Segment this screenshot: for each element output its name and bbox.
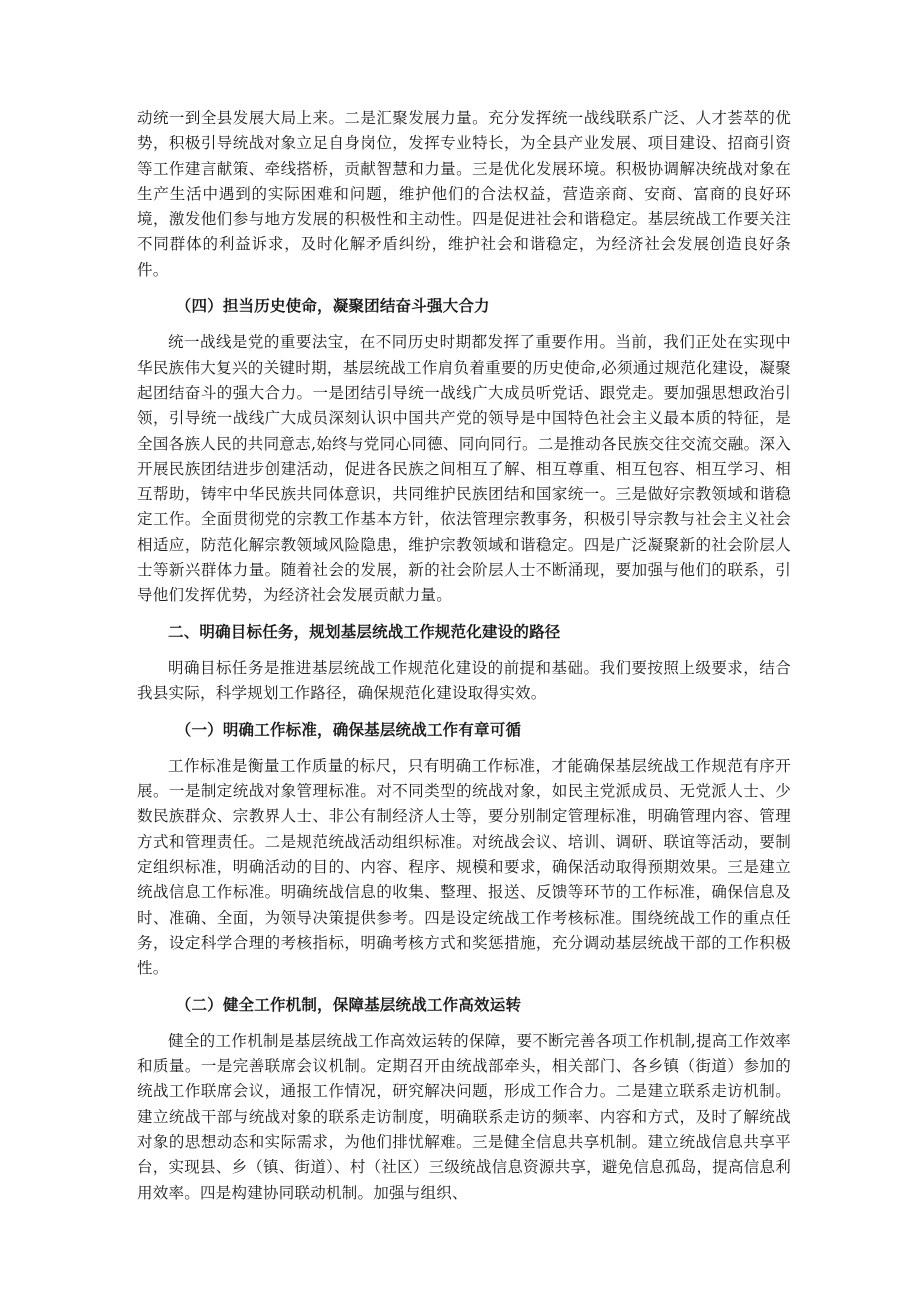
- paragraph-work-mechanisms: 健全的工作机制是基层统战工作高效运转的保障，要不断完善各项工作机制,提高工作效率和质量。一是完善联席会议机制。定期召开由统战部牵头，相关部门、各乡镇（街道）参加的统战工作联席会议，通报工作情况，研究解决问题，形成工作合力。二是建立联系走访机制。建立统战干部与统战对象的联系走访制度，明确联系走访的频率、内容和方式，及时了解统战对象的思想动态和实际需求，为他们排忧解难。三是健全信息共享机制。建立统战信息共享平台，实现县、乡（镇、街道）、村（社区）三级统战信息资源共享，避免信息孤岛，提高信息利用效率。四是构建协同联动机制。加强与组织、: [137, 1031, 791, 1202]
- paragraph-historical-mission: 统一战线是党的重要法宝，在不同历史时期都发挥了重要作用。当前，我们正处在实现中华民族伟大复兴的关键时期，基层统战工作肩负着重要的历史使命,必须通过规范化建设，凝聚起团结奋斗的强大合力。一是团结引导统一战线广大成员听党话、跟党走。要加强思想政治引领，引导统一战线广大成员深刻认识中国共产党的领导是中国特色社会主义最本质的特征，是全国各族人民的共同意志,始终与党同心同德、同向同行。二是推动各民族交往交流交融。深入开展民族团结进步创建活动，促进各民族之间相互了解、相互尊重、相互包容、相互学习、相互帮助，铸牢中华民族共同体意识，共同维护民族团结和国家统一。三是做好宗教领域和谐稳定工作。全面贯彻党的宗教工作基本方针，依法管理宗教事务，积极引导宗教与社会主义社会相适应，防范化解宗教领域风险隐患，维护宗教领域和谐稳定。四是广泛凝聚新的社会阶层人士等新兴群体力量。随着社会的发展，新的社会阶层人士不断涌现，要加强与他们的联系，引导他们发挥优势，为经济社会发展贡献力量。: [137, 333, 791, 605]
- chapter-heading-2: 二、明确目标任务，规划基层统战工作规范化建设的路径: [168, 622, 561, 641]
- paragraph-continuation: 动统一到全县发展大局上来。二是汇聚发展力量。充分发挥统一战线联系广泛、人才荟萃的优势，积极引导统战对象立足自身岗位，发挥专业特长，为全县产业发展、项目建设、招商引资等工作建言献策、牵线搭桥，贡献智慧和力量。三是优化发展环境。积极协调解决统战对象在生产生活中遇到的实际困难和问题，维护他们的合法权益，营造亲商、安商、富商的良好环境，激发他们参与地方发展的积极性和主动性。四是促进社会和谐稳定。基层统战工作要关注不同群体的利益诉求，及时化解矛盾纠纷，维护社会和谐稳定，为经济社会发展创造良好条件。: [137, 109, 791, 279]
- paragraph-goals-intro: 明确目标任务是推进基层统战工作规范化建设的前提和基础。我们要按照上级要求，结合我县实际，科学规划工作路径，确保规范化建设取得实效。: [137, 658, 791, 703]
- section-heading-4: （四）担当历史使命，凝聚团结奋斗强大合力: [175, 297, 490, 316]
- section-heading-2: （二）健全工作机制，保障基层统战工作高效运转: [175, 995, 522, 1014]
- section-heading-1: （一）明确工作标准，确保基层统战工作有章可循: [175, 720, 522, 739]
- paragraph-work-standards: 工作标准是衡量工作质量的标尺，只有明确工作标准，才能确保基层统战工作规范有序开展。一是制定统战对象管理标准。对不同类型的统战对象，如民主党派成员、无党派人士、少数民族群众、宗教界人士、非公有制经济人士等，要分别制定管理标准，明确管理内容、管理方式和管理责任。二是规范统战活动组织标准。对统战会议、培训、调研、联谊等活动，要制定组织标准，明确活动的目的、内容、程序、规模和要求，确保活动取得预期效果。三是建立统战信息工作标准。明确统战信息的收集、整理、报送、反馈等环节的工作标准，确保信息及时、准确、全面，为领导决策提供参考。四是设定统战工作考核标准。围绕统战工作的重点任务，设定科学合理的考核指标，明确考核方式和奖惩措施，充分调动基层统战干部的工作积极性。: [137, 756, 791, 978]
- document-page: [137, 106, 791, 1217]
